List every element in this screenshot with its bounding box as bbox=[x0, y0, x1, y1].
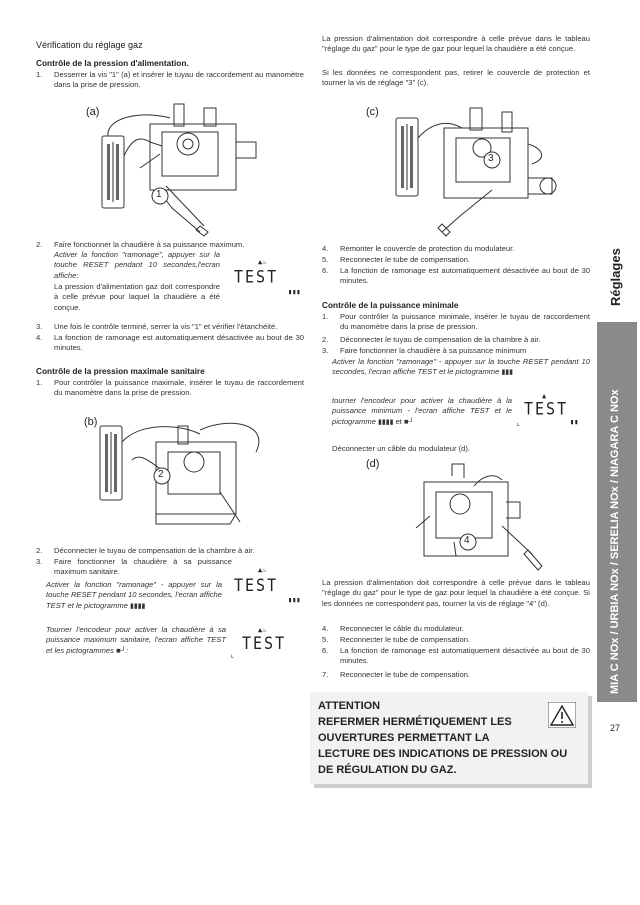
models-label: MIA C NOx / URBIA NOx / SERELIA NOx / NIAGARA C NOx bbox=[609, 389, 621, 694]
figure-b bbox=[70, 412, 300, 542]
figure-c bbox=[352, 98, 582, 238]
tap-icon: ■┘ bbox=[404, 416, 414, 426]
instruction-text: Tourner l'encodeur pour activer la chaudière à sa puissance maximum sanitaire, l'ecran affiche TEST et les pictogrammes ■┘: bbox=[46, 625, 226, 655]
lcd-display bbox=[230, 626, 302, 662]
figure-d bbox=[356, 456, 586, 580]
lcd-text: TEST bbox=[242, 632, 287, 654]
figure-label: (d) bbox=[366, 458, 380, 470]
instruction-text: La pression d'alimentation gaz doit correspondre à celle prévue pour laquel la chaudière a été conçue. bbox=[54, 282, 220, 312]
lcd-display bbox=[230, 258, 302, 298]
side-tab bbox=[597, 322, 637, 702]
list-item: 3. Une fois le contrôle terminé, serrer la vis "1" et vérifier l'étanchéité. bbox=[36, 322, 278, 331]
paragraph: La pression d'alimentation doit correspondre à celle prévue dans le tableau "réglage du gaz" pour le type de gaz pour lequel la chaudière a été conçue. Si les données ne correspondent pas, tourner la vis de réglage "4" (d). bbox=[322, 578, 590, 608]
section-title-min-power: Contrôle de la puissance minimale bbox=[322, 300, 459, 310]
bars-icon: ▮▮▮ bbox=[288, 596, 301, 604]
list-item: 3. Faire fonctionner la chaudière à sa puissance minimum bbox=[322, 346, 527, 355]
lcd-display bbox=[516, 392, 592, 432]
figure-label: (c) bbox=[366, 106, 379, 118]
section-title-max-dhw: Contrôle de la pression maximale sanitaire bbox=[36, 366, 205, 376]
list-item: 1. Pour contrôler la puissance minimale, insérer le tuyau de raccordement du manomètre dans la prise de pression. bbox=[322, 312, 590, 332]
bars-icon: ▮▮▮▮ bbox=[130, 602, 146, 610]
list-item: 3. Faire fonctionner la chaudière à sa puissance maximum sanitaire. bbox=[36, 557, 232, 577]
gas-valve-modulator-illustration bbox=[356, 456, 586, 580]
page-title: Vérification du réglage gaz bbox=[36, 40, 143, 50]
callout-number: 4 bbox=[464, 535, 470, 546]
attention-line: LECTURE DES INDICATIONS DE PRESSION OU bbox=[318, 748, 568, 760]
section-title-supply-pressure: Contrôle de la pression d'alimentation. bbox=[36, 58, 189, 68]
list-item: 5. Reconnecter le tube de compensation. bbox=[322, 255, 471, 264]
flame-icon: ▲ bbox=[542, 392, 547, 400]
list-item: 2. Déconnecter le tuyau de compensation de la chambre à air. bbox=[322, 335, 541, 344]
instruction-text: Activer la fonction "ramonage", appuyer sur la touche RESET pendant 10 secondes,l'ecran affiche: bbox=[54, 250, 220, 280]
lcd-text: TEST bbox=[234, 266, 279, 288]
bars-icon: ▮▮▮▮ bbox=[378, 418, 394, 426]
gas-valve-manometer-illustration bbox=[70, 412, 300, 542]
lcd-display bbox=[230, 566, 302, 606]
attention-line: REFERMER HERMÉTIQUEMENT LES bbox=[318, 716, 512, 728]
flame-tap-icon: ▲♨ bbox=[258, 258, 267, 266]
callout-number: 1 bbox=[156, 189, 162, 200]
list-item: 4. Remonter le couvercle de protection du modulateur. bbox=[322, 244, 515, 253]
section-tab-label: Réglages bbox=[608, 248, 623, 306]
tap-icon: ⌞ bbox=[516, 418, 521, 427]
instruction-text: tourner l'encodeur pour activer la chaudière à la puissance minimum - l'ecran affiche TEST et le pictogramme ▮▮▮▮ et ■┘ bbox=[332, 396, 512, 426]
list-item: 5. Reconnecter le tube de compensation. bbox=[322, 635, 471, 644]
list-item: 4. Reconnecter le câble du modulateur. bbox=[322, 624, 464, 633]
bars-icon: ▮▮▮ bbox=[501, 369, 514, 377]
figure-a bbox=[70, 98, 300, 238]
attention-line: OUVERTURES PERMETTANT LA bbox=[318, 732, 490, 744]
flame-tap-icon: ▲♨ bbox=[258, 566, 267, 574]
attention-heading: ATTENTION bbox=[318, 700, 381, 712]
tap-icon: ⌞ bbox=[230, 650, 235, 659]
lcd-text: TEST bbox=[234, 574, 279, 596]
attention-line: DE RÉGULATION DU GAZ. bbox=[318, 764, 457, 776]
page-number: 27 bbox=[610, 723, 621, 733]
bars-icon: ▮▮ bbox=[570, 418, 579, 426]
list-item: 2. Faire fonctionner la chaudière à sa puissance maximum. bbox=[36, 240, 245, 249]
gas-valve-adjustment-illustration bbox=[352, 98, 582, 238]
list-item: 6. La fonction de ramonage est automatiquement désactivée au bout de 30 minutes. bbox=[322, 646, 590, 666]
figure-label: (b) bbox=[84, 416, 98, 428]
bars-icon: ▮▮▮ bbox=[288, 288, 301, 296]
attention-box bbox=[310, 692, 588, 784]
gas-valve-manometer-illustration bbox=[70, 98, 300, 238]
lcd-text: TEST bbox=[524, 398, 569, 420]
list-item: 7. Reconnecter le tube de compensation. bbox=[322, 670, 471, 679]
paragraph: Déconnecter un câble du modulateur (d). bbox=[332, 444, 471, 453]
paragraph: La pression d'alimentation doit correspondre à celle prévue dans le tableau "réglage du gaz" pour le type de gaz pour lequel la chaudière a été conçue. bbox=[322, 34, 590, 54]
instruction-text: Activer la fonction "ramonage" - appuyer sur la touche RESET pendant 10 secondes, l'ecran affiche TEST et le pictogramme ▮▮▮▮ bbox=[46, 580, 222, 610]
callout-number: 3 bbox=[488, 153, 494, 164]
list-item: 2. Déconnecter le tuyau de compensation de la chambre à air. bbox=[36, 546, 255, 555]
warning-triangle-icon bbox=[548, 702, 576, 728]
callout-number: 2 bbox=[158, 469, 164, 480]
flame-tap-icon: ▲♨ bbox=[258, 626, 267, 634]
list-item: 4. La fonction de ramonage est automatiquement désactivée au bout de 30 minutes. bbox=[36, 333, 304, 353]
paragraph: Si les données ne correspondent pas, retirer le couvercle de protection et tourner la vis de réglage "3" (c). bbox=[322, 68, 590, 88]
list-item: 6. La fonction de ramonage est automatiquement désactivée au bout de 30 minutes. bbox=[322, 266, 590, 286]
instruction-text: Activer la fonction "ramonage" - appuyer sur la touche RESET pendant 10 secondes, l'ecran affiche TEST et le pictogramme ▮▮▮ bbox=[332, 357, 590, 377]
tap-icon: ■┘ bbox=[116, 645, 127, 655]
figure-label: (a) bbox=[86, 106, 100, 118]
list-item: 1. Desserrer la vis "1" (a) et insérer le tuyau de raccordement au manomètre dans la prise de pression. bbox=[36, 70, 304, 90]
list-item: 1. Pour contrôler la puissance maximale, insérer le tuyau de raccordement du manomètre dans la prise de pression. bbox=[36, 378, 304, 398]
